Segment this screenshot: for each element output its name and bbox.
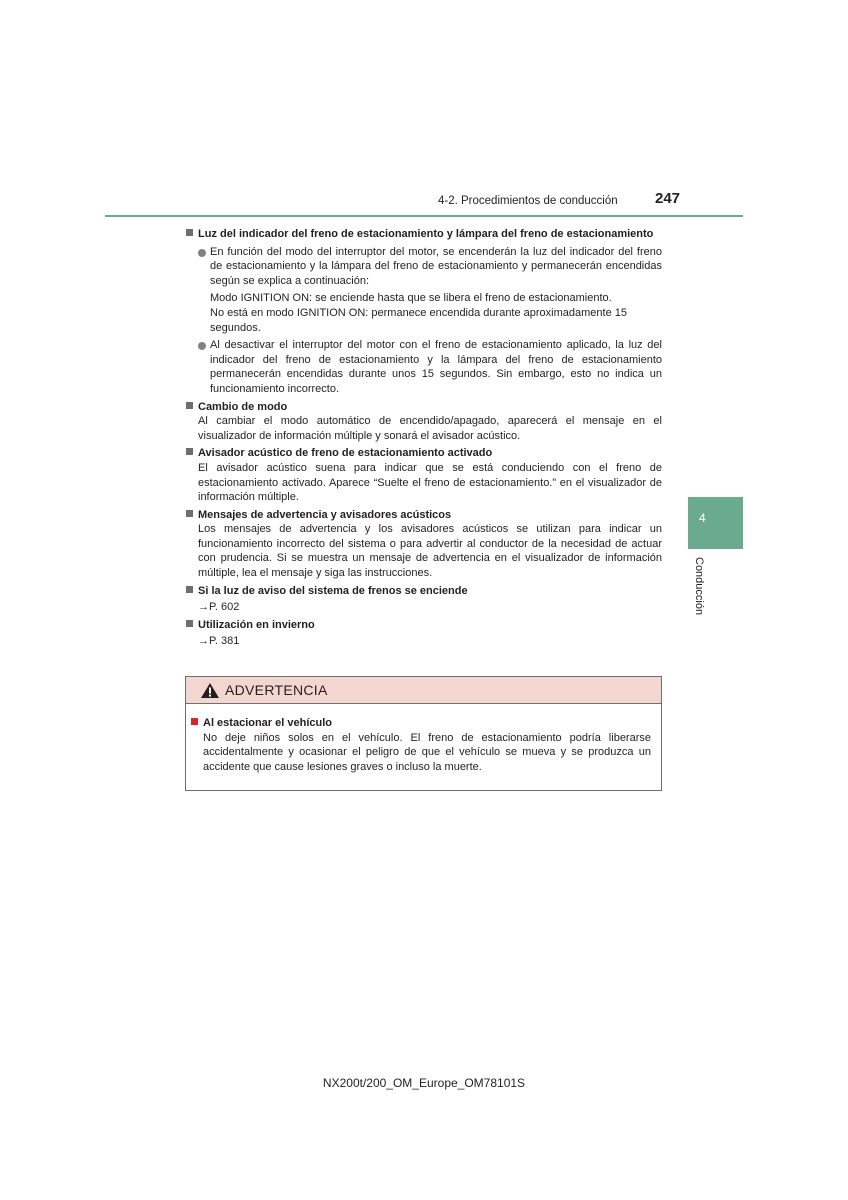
square-bullet-icon: [186, 402, 193, 409]
footer-code: NX200t/200_OM_Europe_OM78101S: [322, 1076, 526, 1090]
heading-text: Avisador acústico de freno de estacionamiento activado: [198, 447, 493, 460]
heading-text: Cambio de modo: [198, 400, 288, 413]
heading-text: Si la luz de aviso del sistema de frenos se enciende: [198, 584, 468, 597]
warning-title: ADVERTENCIA: [225, 682, 328, 698]
heading-text: Al estacionar el vehículo: [203, 717, 332, 729]
section-heading: [186, 508, 662, 523]
section-text: El avisador acústico suena para indicar que se está conduciendo con el freno de estacionamiento activado. Aparece “Suelte el freno de estacionamiento.” en el visualizador de información múltiple.: [198, 461, 662, 504]
chapter-number: 4: [699, 511, 706, 525]
warning-triangle-icon: [200, 682, 220, 699]
page-reference-link[interactable]: →P. 381: [198, 635, 240, 648]
header-rule: [105, 215, 743, 217]
section-heading: [186, 584, 662, 599]
ignition-on-line: Modo IGNITION ON: se enciende hasta que se libera el freno de estacionamiento.: [210, 292, 612, 305]
section-heading: [186, 227, 662, 242]
chapter-tab: [688, 497, 743, 549]
section-heading: [186, 400, 662, 415]
warning-heading: [191, 716, 651, 731]
page-header: [0, 0, 848, 220]
section-text: Al cambiar el modo automático de encendido/apagado, aparecerá el mensaje en el visualizador de información múltiple y sonará el avisador acústico.: [198, 415, 662, 442]
heading-text: Mensajes de advertencia y avisadores acústicos: [198, 508, 452, 521]
heading-text: Utilización en invierno: [198, 618, 315, 631]
red-square-bullet-icon: [191, 718, 198, 725]
list-item: [198, 245, 662, 289]
page-reference-link[interactable]: →P. 602: [198, 601, 240, 614]
section-warning-messages: [186, 508, 662, 581]
square-bullet-icon: [186, 620, 193, 627]
chapter-label: Conducción: [693, 557, 705, 616]
warning-box: [185, 676, 662, 791]
main-content: [186, 225, 662, 652]
page-number: 247: [655, 190, 681, 207]
not-ignition-on-line: No está en modo IGNITION ON: permanece encendida durante aproximadamente 15 segundos.: [210, 306, 628, 334]
section-winter-use: [186, 618, 662, 649]
square-bullet-icon: [186, 586, 193, 593]
section-text: Los mensajes de advertencia y los avisadores acústicos se utilizan para indicar un funcionamiento incorrecto del sistema o para advertir al conductor de la necesidad de actuar con prudencia. Si se muestra un mensaje de advertencia en el visualizador de información múltiple, lea el mensaje y siga las instrucciones.: [198, 523, 662, 580]
square-bullet-icon: [186, 448, 193, 455]
section-heading: [186, 618, 662, 633]
section-parking-brake-indicator: [186, 227, 662, 397]
square-bullet-icon: [186, 229, 193, 236]
circle-bullet-icon: [198, 342, 206, 350]
circle-bullet-icon: [198, 249, 206, 257]
bullet-text: En función del modo del interruptor del motor, se encenderán la luz del indicador del freno de estacionamiento y la lámpara del freno de estacionamiento y permanecerán encendidas según se explica a continuación:: [210, 245, 662, 287]
section-buzzer: [186, 446, 662, 504]
warning-header: [186, 677, 661, 704]
section-title: 4-2. Procedimientos de conducción: [438, 195, 618, 207]
section-mode-change: [186, 400, 662, 444]
list-item: [198, 338, 662, 396]
section-heading: [186, 446, 662, 461]
warning-body: [186, 704, 661, 774]
warning-text: No deje niños solos en el vehículo. El freno de estacionamiento podría liberarse accidentalmente y ocasionar el peligro de que el vehículo se mueva y se produzca un accidente que cause lesiones graves o incluso la muerte.: [203, 731, 651, 773]
bullet-text: Al desactivar el interruptor del motor con el freno de estacionamiento aplicado, la luz del indicador del freno de estacionamiento y la lámpara del freno de estacionamiento permanecerán encendidas durante unos 15 segundos. Sin embargo, esto no indica un funcionamiento incorrecto.: [210, 339, 662, 395]
heading-text: Luz del indicador del freno de estacionamiento y lámpara del freno de estacionamiento: [198, 228, 654, 240]
section-brake-warning-light: [186, 584, 662, 615]
square-bullet-icon: [186, 510, 193, 517]
